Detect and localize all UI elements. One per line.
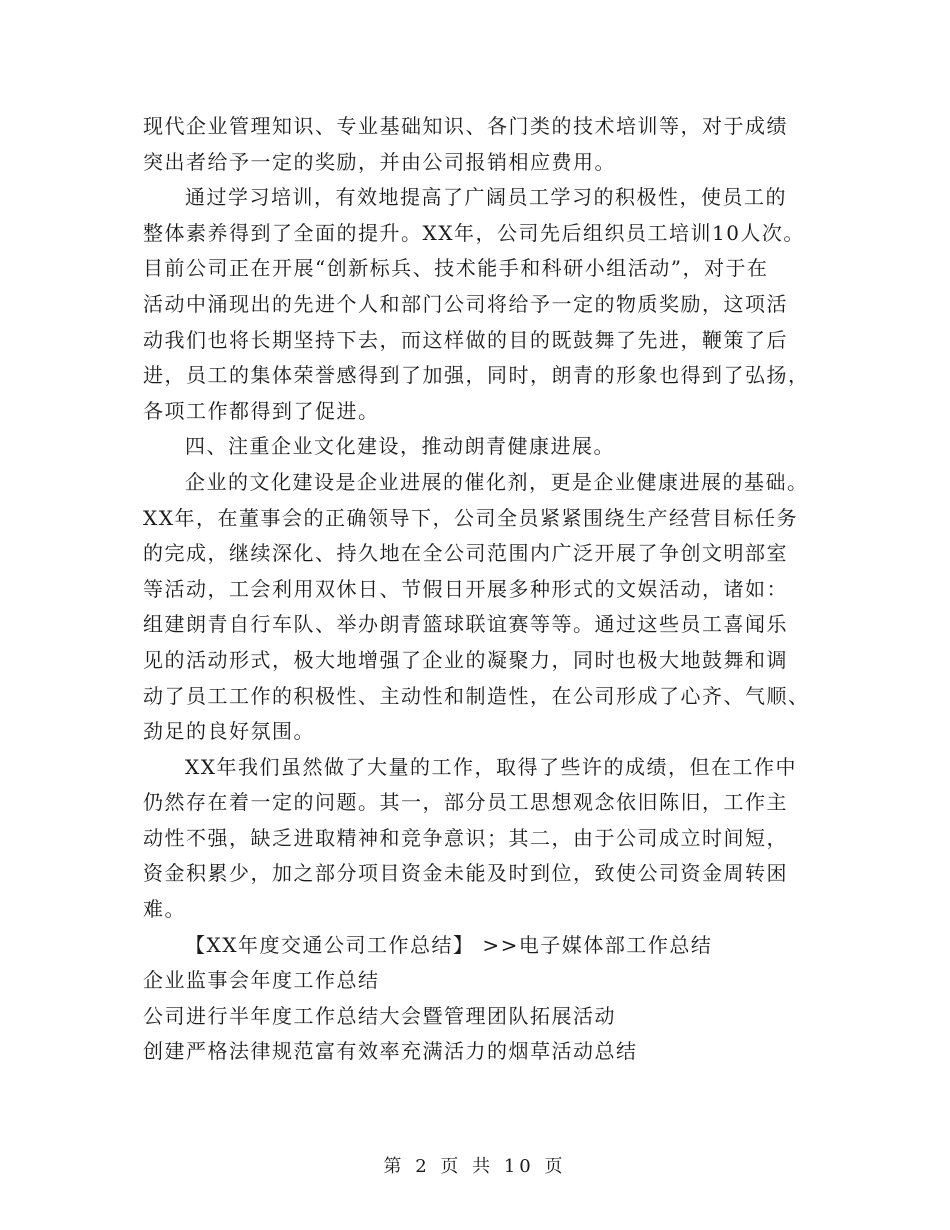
text-line: 组建朗青自行车队、举办朗青篮球联谊赛等等。通过这些员工喜闻乐 <box>143 612 788 637</box>
text-line: XX年我们虽然做了大量的工作，取得了些许的成绩，但在工作中 <box>185 754 797 779</box>
text-line: 整体素养得到了全面的提升。XX年，公司先后组织员工培训10人次。 <box>143 220 805 245</box>
text-line: 资金积累少，加之部分项目资金未能及时到位，致使公司资金周转困 <box>143 861 788 886</box>
text-line: 目前公司正在开展“创新标兵、技术能手和科研小组活动”，对于在 <box>143 256 769 281</box>
text-line: 动性不强，缺乏进取精神和竞争意识；其二，由于公司成立时间短， <box>143 825 788 850</box>
text-line: 四、注重企业文化建设，推动朗青健康进展。 <box>185 434 615 459</box>
text-line: 创建严格法律规范富有效率充满活力的烟草活动总结 <box>143 1039 638 1064</box>
text-line: 活动中涌现出的先进个人和部门公司将给予一定的物质奖励，这项活 <box>143 291 788 316</box>
text-line: 各项工作都得到了促进。 <box>143 398 380 423</box>
text-line: 的完成，继续深化、持久地在全公司范围内广泛开展了争创文明部室 <box>143 541 788 566</box>
text-line: 公司进行半年度工作总结大会暨管理团队拓展活动 <box>143 1003 616 1028</box>
text-line: 见的活动形式，极大地增强了企业的凝聚力，同时也极大地鼓舞和调 <box>143 647 788 672</box>
text-line: 等活动，工会利用双休日、节假日开展多种形式的文娱活动，诸如： <box>143 576 788 601</box>
text-line: 企业监事会年度工作总结 <box>143 968 380 993</box>
text-line: 通过学习培训，有效地提高了广阔员工学习的积极性，使员工的 <box>185 185 787 210</box>
text-line: 仍然存在着一定的问题。其一，部分员工思想观念依旧陈旧，工作主 <box>143 790 788 815</box>
text-line: 进，员工的集体荣誉感得到了加强，同时，朗青的形象也得到了弘扬， <box>143 363 810 388</box>
text-line: 难。 <box>143 897 186 922</box>
page-footer: 第 2 页 共 10 页 <box>383 1156 567 1177</box>
text-line: 动我们也将长期坚持下去，而这样做的目的既鼓舞了先进，鞭策了后 <box>143 327 788 352</box>
text-line: XX年，在董事会的正确领导下，公司全员紧紧围绕生产经营目标任务 <box>143 505 798 530</box>
text-line: 动了员工工作的积极性、主动性和制造性，在公司形成了心齐、气顺、 <box>143 683 810 708</box>
text-line: 现代企业管理知识、专业基础知识、各门类的技术培训等，对于成绩 <box>143 114 788 138</box>
text-line: 【XX年度交通公司工作总结】 >>电子媒体部工作总结 <box>185 932 713 957</box>
text-line: 劲足的良好氛围。 <box>143 719 315 744</box>
document-body <box>143 109 823 1070</box>
text-line: 突出者给予一定的奖励，并由公司报销相应费用。 <box>143 149 616 174</box>
text-line: 企业的文化建设是企业进展的催化剂，更是企业健康进展的基础。 <box>185 469 809 494</box>
